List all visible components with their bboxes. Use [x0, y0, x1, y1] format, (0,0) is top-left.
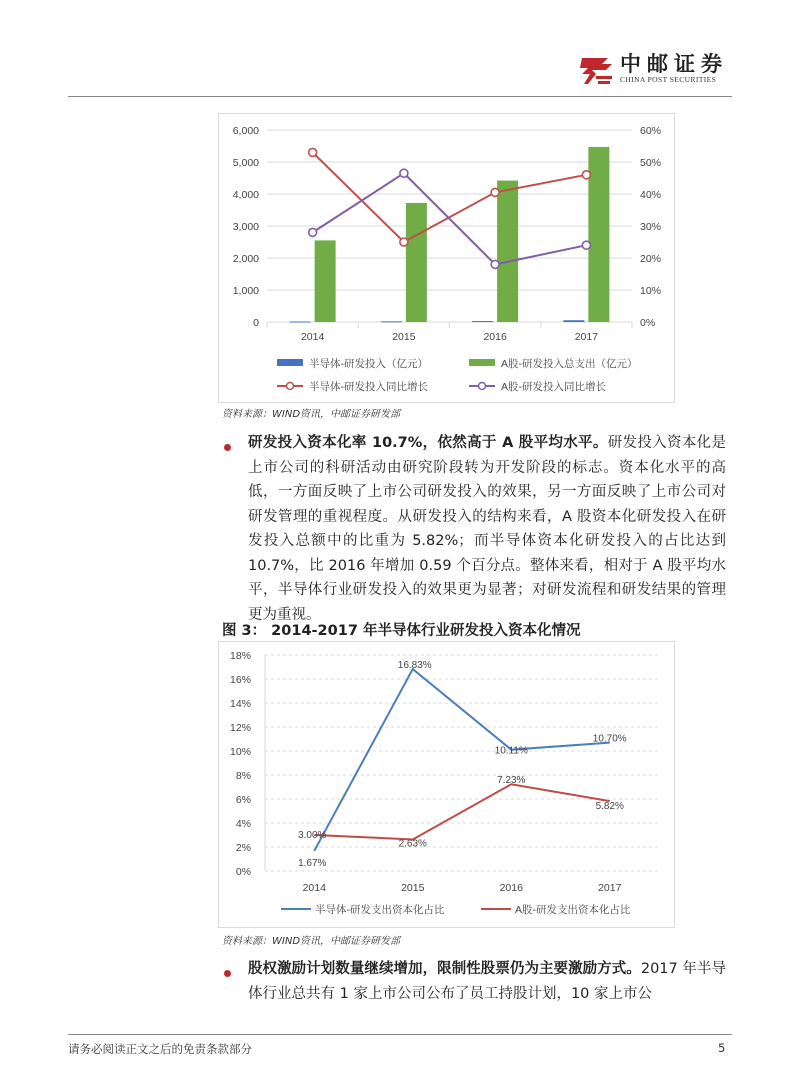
bar-semiconductor [472, 321, 493, 322]
data-label: 10.11% [494, 745, 528, 757]
figure2-svg [219, 114, 674, 402]
bullet-icon [224, 444, 231, 451]
footer-divider [68, 1034, 732, 1035]
bar-a-share [315, 240, 336, 322]
y-right-tick-label: 0% [640, 317, 656, 329]
figure3-source: 资料来源：WIND资讯，中邮证券研发部 [222, 936, 401, 947]
logo-chinese-name: 中邮证券 [620, 51, 728, 76]
y-left-tick-label: 0 [253, 317, 259, 329]
x-tick-label: 2016 [499, 882, 523, 894]
y-tick-label: 6% [235, 794, 251, 806]
section2-paragraph [248, 957, 726, 1006]
y-left-tick-label: 5,000 [232, 157, 259, 169]
y-tick-label: 14% [229, 698, 251, 710]
legend-label: A股-研发投入总支出（亿元） [501, 358, 638, 370]
y-right-tick-label: 50% [640, 157, 662, 169]
footer-disclaimer: 请务必阅读正文之后的免责条款部分 [68, 1042, 252, 1056]
figure3-title: 图 3： 2014-2017 年半导体行业研发投入资本化情况 [222, 623, 581, 639]
bar-semiconductor [381, 321, 402, 322]
section2-body: 2017 年半导体行业总共有 1 家上市公司公布了员工持股计划，10 家上市公 [248, 961, 727, 1002]
y-left-tick-label: 3,000 [232, 221, 259, 233]
y-left-tick-label: 1,000 [232, 285, 259, 297]
legend-label: A股-研发支出资本化占比 [515, 904, 631, 916]
x-tick-label: 2014 [300, 331, 325, 343]
legend-swatch [469, 359, 495, 366]
data-point [309, 148, 317, 156]
bar-semiconductor [290, 322, 311, 323]
data-point [491, 260, 499, 268]
y-tick-label: 8% [235, 770, 251, 782]
data-label: 7.23% [497, 775, 526, 787]
china-post-logo-icon [578, 50, 616, 86]
bar-a-share [406, 203, 427, 322]
y-tick-label: 12% [229, 722, 251, 734]
x-tick-label: 2015 [401, 882, 425, 894]
x-tick-label: 2015 [392, 331, 416, 343]
bar-semiconductor [563, 320, 584, 322]
data-point [309, 228, 317, 236]
y-tick-label: 16% [229, 674, 251, 686]
figure2-chart [218, 113, 675, 403]
data-label: 16.83% [397, 660, 432, 672]
y-tick-label: 2% [235, 842, 251, 854]
data-label: 10.70% [592, 733, 627, 745]
y-tick-label: 4% [235, 818, 251, 830]
y-right-tick-label: 40% [640, 189, 662, 201]
data-point [400, 169, 408, 177]
header-divider [68, 96, 732, 97]
data-label: 3.00% [298, 830, 327, 841]
series-line-a-share-growth [313, 173, 587, 264]
x-tick-label: 2014 [302, 882, 326, 894]
series-line-a-share [314, 784, 610, 839]
y-tick-label: 10% [229, 746, 251, 758]
y-tick-label: 0% [235, 866, 251, 878]
bullet-icon [224, 970, 231, 977]
y-left-tick-label: 4,000 [232, 189, 259, 201]
y-left-tick-label: 2,000 [232, 253, 259, 265]
section1-body: 研发投入资本化是上市公司的科研活动由研究阶段转为开发阶段的标志。资本化水平的高低，一方面反映了上市公司研发投入的效果，另一方面反映了上市公司对研发管理的重视程度。从研发投入的结构来看，A 股资本化研发投入在研发投入总额中的比重为 5.82%；而半导体资本化研发投入的占比达到 10.7%，比 2016 年增加 0.59 个百分点。整体来看，相对于 A 股平均水平，半导体行业研发投入的效果更为显著；对研发流程和研发结果的管理更为重视。 [248, 435, 726, 623]
series-line-semiconductor [314, 669, 610, 851]
legend-label: 半导体-研发投入同比增长 [309, 381, 428, 393]
company-logo [578, 48, 738, 88]
bar-a-share [497, 181, 518, 322]
section1-lead: 研发投入资本化率 10.7%，依然高于 A 股平均水平。 [248, 435, 608, 451]
legend-swatch [277, 359, 303, 366]
x-tick-label: 2016 [483, 331, 507, 343]
page-number: 5 [718, 1041, 726, 1055]
data-point [582, 241, 590, 249]
data-label: 5.82% [595, 801, 624, 813]
legend-marker [287, 383, 294, 390]
figure3-svg [219, 642, 674, 927]
x-tick-label: 2017 [574, 331, 599, 343]
bar-a-share [588, 147, 609, 322]
series-line-semiconductor-growth [313, 152, 587, 242]
data-point [400, 238, 408, 246]
section2-lead: 股权激励计划数量继续增加，限制性股票仍为主要激励方式。 [248, 961, 641, 977]
figure3-chart [218, 641, 675, 928]
figure2-source: 资料来源：WIND资讯，中邮证券研发部 [222, 409, 401, 420]
legend-label: A股-研发投入同比增长 [501, 381, 606, 393]
y-right-tick-label: 10% [640, 285, 662, 297]
y-right-tick-label: 30% [640, 221, 662, 233]
data-point [491, 188, 499, 196]
y-left-tick-label: 6,000 [232, 125, 259, 137]
section1-paragraph [248, 431, 726, 627]
y-tick-label: 18% [229, 650, 251, 662]
y-right-tick-label: 20% [640, 253, 662, 265]
legend-marker [479, 383, 486, 390]
legend-label: 半导体-研发支出资本化占比 [315, 904, 445, 916]
logo-english-name: CHINA POST SECURITIES [620, 75, 717, 84]
y-right-tick-label: 60% [640, 125, 662, 137]
data-point [582, 171, 590, 179]
data-label: 2.63% [398, 838, 427, 850]
legend-label: 半导体-研发投入（亿元） [309, 358, 428, 370]
data-label: 1.67% [298, 857, 327, 869]
x-tick-label: 2017 [598, 882, 622, 894]
